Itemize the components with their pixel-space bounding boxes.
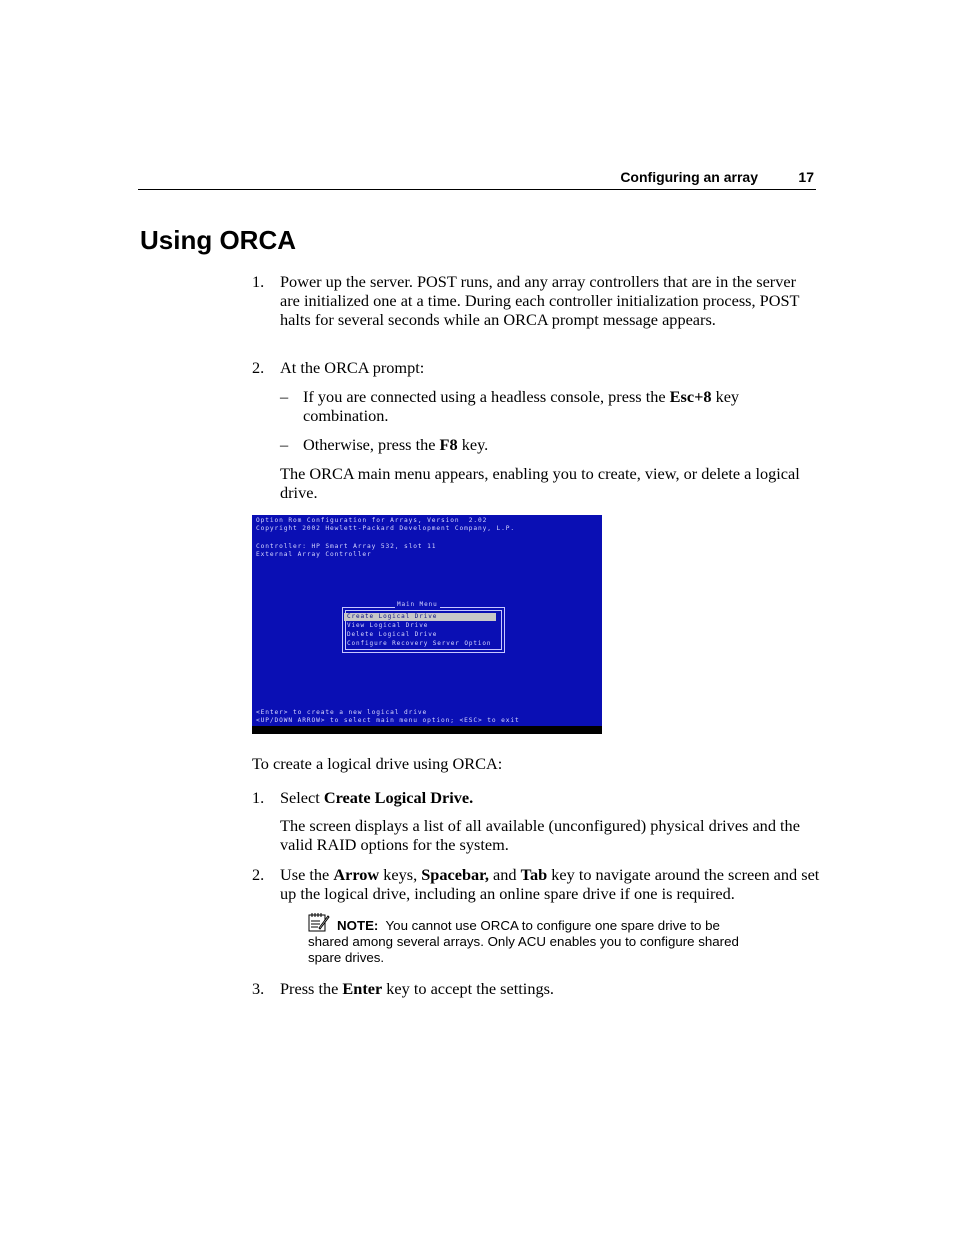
bullet-text-post: key.	[457, 435, 489, 454]
step-text	[280, 865, 820, 903]
page-number: 17	[798, 169, 814, 185]
bullet-text	[303, 435, 818, 454]
key-name: Tab	[520, 865, 548, 884]
bullet-text-pre: If you are connected using a headless console, press the	[303, 387, 670, 406]
key-name: F8	[439, 435, 458, 454]
note-callout	[308, 918, 758, 966]
menu-item-delete-logical-drive[interactable]: Delete Logical Drive	[347, 631, 438, 638]
screen-hint-line: <Enter> to create a new logical drive	[256, 709, 428, 716]
key-name: Esc+8	[669, 387, 712, 406]
dash-bullet: –	[280, 387, 289, 406]
step-text	[280, 788, 820, 807]
step-text-pre: Use the	[280, 865, 334, 884]
step-number: 3.	[252, 979, 265, 998]
step-text-pre: Press the	[280, 979, 343, 998]
orca-screen	[252, 515, 602, 734]
screen-line: Option Rom Configuration for Arrays, Version 2.02	[256, 517, 488, 524]
dash-bullet: –	[280, 435, 289, 454]
main-menu-title: Main Menu	[397, 601, 438, 608]
step-number: 1.	[252, 272, 265, 291]
step-number: 2.	[252, 358, 265, 377]
step-text	[280, 979, 820, 998]
menu-item-create-logical-drive[interactable]: Create Logical Drive	[344, 613, 496, 621]
screen-line: Copyright 2002 Hewlett-Packard Development Company, L.P.	[256, 525, 516, 532]
page-title: Using ORCA	[140, 225, 296, 255]
menu-intro-text: The ORCA main menu appears, enabling you to create, view, or delete a logical drive.	[280, 464, 800, 502]
step-number: 1.	[252, 788, 265, 807]
create-intro-text: To create a logical drive using ORCA:	[252, 754, 503, 773]
note-text: You cannot use ORCA to configure one spare drive to be shared among several arrays. Only ACU enables you to configure shared spare drives.	[308, 918, 739, 965]
step-detail-text: The screen displays a list of all available (unconfigured) physical drives and the valid RAID options for the system.	[280, 816, 800, 854]
key-name: Enter	[342, 979, 383, 998]
step-number: 2.	[252, 865, 265, 884]
screen-bottom-bar	[252, 726, 602, 734]
key-name: Arrow	[333, 865, 380, 884]
step-text-pre: Select	[280, 788, 324, 807]
step-text-post: key to accept the settings.	[382, 979, 555, 998]
step-text-post: key to navigate around the screen and set up the logical drive, including an online spare drive if one is required.	[280, 865, 820, 903]
bullet-text	[303, 387, 783, 425]
key-name: Spacebar,	[421, 865, 489, 884]
screen-line: External Array Controller	[256, 551, 372, 558]
step-text: At the ORCA prompt:	[280, 358, 425, 377]
bullet-text-post: key combination.	[303, 387, 740, 425]
step-text: Power up the server. POST runs, and any array controllers that are in the server are initialized one at a time. During each controller initialization process, POST halts for several seconds while an ORCA prompt message appears.	[280, 272, 800, 329]
step-text-mid: and	[488, 865, 521, 884]
main-menu	[342, 601, 505, 653]
menu-item-view-logical-drive[interactable]: View Logical Drive	[347, 622, 429, 629]
screen-hint-line: <UP/DOWN ARROW> to select main menu option; <ESC> to exit	[256, 717, 520, 724]
running-header	[138, 168, 816, 190]
bullet-text-pre: Otherwise, press the	[303, 435, 440, 454]
step-text-mid: keys,	[379, 865, 422, 884]
screen-line: Controller: HP Smart Array 532, slot 11	[256, 543, 437, 550]
menu-item-configure-recovery-server[interactable]: Configure Recovery Server Option	[347, 640, 492, 647]
menu-option-name: Create Logical Drive.	[323, 788, 474, 807]
note-label: NOTE:	[337, 918, 379, 933]
section-title: Configuring an array	[620, 169, 758, 185]
